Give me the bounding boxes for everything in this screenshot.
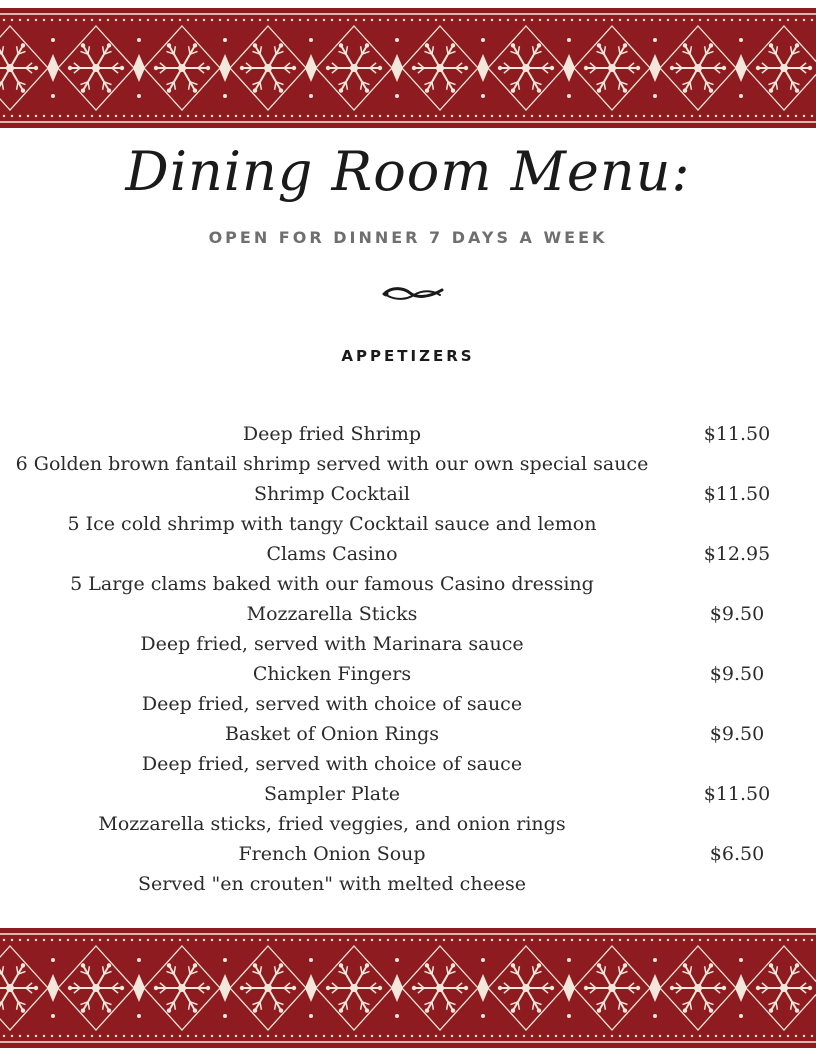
menu-item-name: Basket of Onion Rings	[224, 723, 440, 745]
menu-item-description: Deep fried, served with choice of sauce	[141, 753, 523, 775]
snowflake-motif	[402, 26, 489, 110]
menu-item	[0, 719, 816, 779]
menu-item	[0, 659, 816, 719]
menu-item-description: 5 Large clams baked with our famous Casino dressing	[70, 573, 594, 595]
menu-item-description: Served "en crouten" with melted cheese	[137, 873, 527, 895]
menu-item	[0, 599, 816, 659]
menu-item-name: French Onion Soup	[238, 843, 426, 865]
menu-item	[0, 779, 816, 839]
snowflake-motif	[746, 946, 816, 1030]
menu-item-price: $11.50	[703, 783, 771, 805]
menu-item-description: Deep fried, served with choice of sauce	[141, 693, 523, 715]
snowflake-motif	[316, 26, 403, 110]
snowflake-motif	[58, 26, 145, 110]
menu-item-description: 6 Golden brown fantail shrimp served with our own special sauce	[15, 453, 649, 475]
section-heading-appetizers: APPETIZERS	[341, 347, 475, 365]
snowflake-motif	[660, 26, 747, 110]
snowflake-motif	[230, 26, 317, 110]
menu-item-description: Deep fried, served with Marinara sauce	[140, 633, 524, 655]
menu-title: Dining Room Menu:	[125, 140, 691, 203]
menu-item-name: Sampler Plate	[263, 783, 401, 805]
top-decorative-band	[0, 8, 816, 128]
menu-item-description: 5 Ice cold shrimp with tangy Cocktail sauce and lemon	[67, 513, 597, 535]
menu-item-name: Clams Casino	[266, 543, 398, 565]
menu-item-description: Mozzarella sticks, fried veggies, and onion rings	[98, 813, 566, 835]
menu-item	[0, 419, 816, 479]
snowflake-motif	[0, 946, 59, 1030]
bottom-decorative-band	[0, 928, 816, 1048]
menu-item-name: Mozzarella Sticks	[246, 603, 418, 625]
snowflake-motif	[488, 946, 575, 1030]
menu-item	[0, 539, 816, 599]
menu-item-price: $11.50	[703, 423, 771, 445]
snowflake-motif	[746, 26, 816, 110]
menu-item-name: Chicken Fingers	[252, 663, 412, 685]
snowflake-motif	[488, 26, 575, 110]
menu-item-price: $12.95	[703, 543, 771, 565]
snowflake-motif	[144, 946, 231, 1030]
snowflake-pattern-band	[0, 8, 816, 128]
menu-subtitle: OPEN FOR DINNER 7 DAYS A WEEK	[208, 228, 608, 247]
menu-item-name: Shrimp Cocktail	[254, 483, 410, 505]
snowflake-motif	[402, 946, 489, 1030]
snowflake-motif	[0, 26, 59, 110]
snowflake-motif	[58, 946, 145, 1030]
flourish-ornament-icon	[382, 282, 444, 304]
menu-item-price: $11.50	[703, 483, 771, 505]
menu-item-price: $9.50	[709, 723, 765, 745]
menu-item	[0, 839, 816, 899]
snowflake-motif	[230, 946, 317, 1030]
snowflake-pattern-band	[0, 928, 816, 1048]
menu-item-price: $9.50	[709, 603, 765, 625]
snowflake-motif	[574, 946, 661, 1030]
menu-item-list	[0, 419, 816, 899]
menu-item-name: Deep fried Shrimp	[242, 423, 422, 445]
menu-item-price: $9.50	[709, 663, 765, 685]
snowflake-motif	[316, 946, 403, 1030]
snowflake-motif	[144, 26, 231, 110]
snowflake-motif	[660, 946, 747, 1030]
menu-item	[0, 479, 816, 539]
snowflake-motif	[574, 26, 661, 110]
menu-item-price: $6.50	[709, 843, 765, 865]
